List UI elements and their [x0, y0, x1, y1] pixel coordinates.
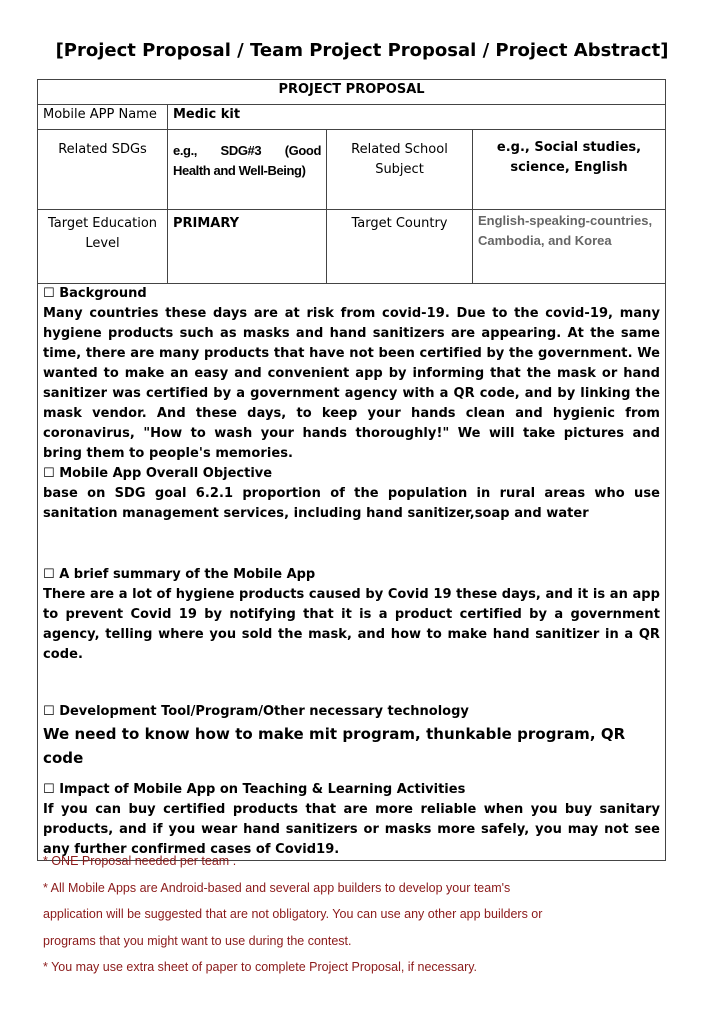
background-section-heading: [43, 284, 660, 304]
sdgs-value: [168, 130, 327, 210]
spacer: [43, 770, 660, 780]
footnotes: [43, 848, 663, 981]
tools-section-heading: [43, 702, 660, 722]
background-text: Many countries these days are at risk from covid-19. Due to the covid-19, many hygiene products such as masks and hand sanitizers are appearing. At the same time, there are many products that have not been certified by the government. We wanted to make an easy and convenient app by informing that the mask or hand sanitizer was certified by a government agency with a QR code, and by linking the mask vendor. And these days, to keep your hands clean and hygienic from coronavirus, "How to wash your hands thoroughly!" We will take pictures and bring them to people's memories.: [43, 306, 660, 461]
checkbox-icon: ☐: [43, 782, 55, 797]
checkbox-icon: ☐: [43, 466, 55, 481]
app-name-label: Mobile APP Name: [38, 105, 168, 130]
tools-text: We need to know how to make mit program, thunkable program, QR code: [43, 725, 626, 767]
summary-text: There are a lot of hygiene products caused by Covid 19 these days, and it is an app to prevent Covid 19 by notifying that it is a product certified by a government agency, telling where you sold the mask, and how to make hand sanitizer in a QR code.: [43, 587, 660, 662]
summary-heading-text: A brief summary of the Mobile App: [59, 567, 316, 582]
background-heading-text: Background: [59, 286, 147, 301]
note-line: * All Mobile Apps are Android-based and several app builders to develop your team's: [43, 880, 511, 895]
education-level-label: Target Education Level: [38, 210, 168, 284]
note-line: programs that you might want to use during the contest.: [43, 933, 352, 948]
impact-section-heading: [43, 780, 660, 800]
sdgs-value-line1: e.g., SDG#3 (Good: [173, 143, 321, 158]
impact-heading-text: Impact of Mobile App on Teaching & Learning Activities: [59, 782, 466, 797]
note-line: application will be suggested that are not obligatory. You can use any other app builders or: [43, 907, 543, 921]
proposal-body: [38, 284, 666, 861]
school-subject-value: e.g., Social studies, science, English: [473, 130, 666, 210]
objective-heading-text: Mobile App Overall Objective: [59, 466, 273, 481]
education-level-value: PRIMARY: [168, 210, 327, 284]
spacer: [43, 524, 660, 565]
country-label: Target Country: [327, 210, 473, 284]
objective-section-heading: [43, 464, 660, 484]
objective-text: base on SDG goal 6.2.1 proportion of the population in rural areas who use sanitation management services, including hand sanitizer,soap and water: [43, 486, 660, 521]
school-subject-label: Related School Subject: [327, 130, 473, 210]
proposal-table: [37, 79, 666, 861]
table-heading: PROJECT PROPOSAL: [38, 80, 666, 105]
country-value-line1: English-speaking-countries,: [478, 213, 653, 228]
spacer: [43, 665, 660, 702]
sdgs-label: Related SDGs: [38, 130, 168, 210]
checkbox-icon: ☐: [43, 704, 55, 719]
app-name-value: Medic kit: [168, 105, 666, 130]
summary-section-heading: [43, 565, 660, 585]
checkbox-icon: ☐: [43, 286, 55, 301]
page-title: [Project Proposal / Team Project Proposal / Project Abstract]: [55, 40, 669, 61]
note-line: * You may use extra sheet of paper to complete Project Proposal, if necessary.: [43, 960, 478, 974]
impact-text: If you can buy certified products that are more reliable when you buy sanitary products, and if you wear hand sanitizers or masks more safely, you may not see any further confirmed cases of Covid19.: [43, 802, 660, 857]
checkbox-icon: ☐: [43, 567, 55, 582]
country-value-line2: Cambodia, and Korea: [478, 233, 612, 248]
tools-heading-text: Development Tool/Program/Other necessary technology: [59, 704, 469, 719]
sdgs-value-line2: Health and Well-Being): [173, 163, 306, 178]
country-value: [473, 210, 666, 284]
note-line: * ONE Proposal needed per team .: [43, 854, 237, 868]
